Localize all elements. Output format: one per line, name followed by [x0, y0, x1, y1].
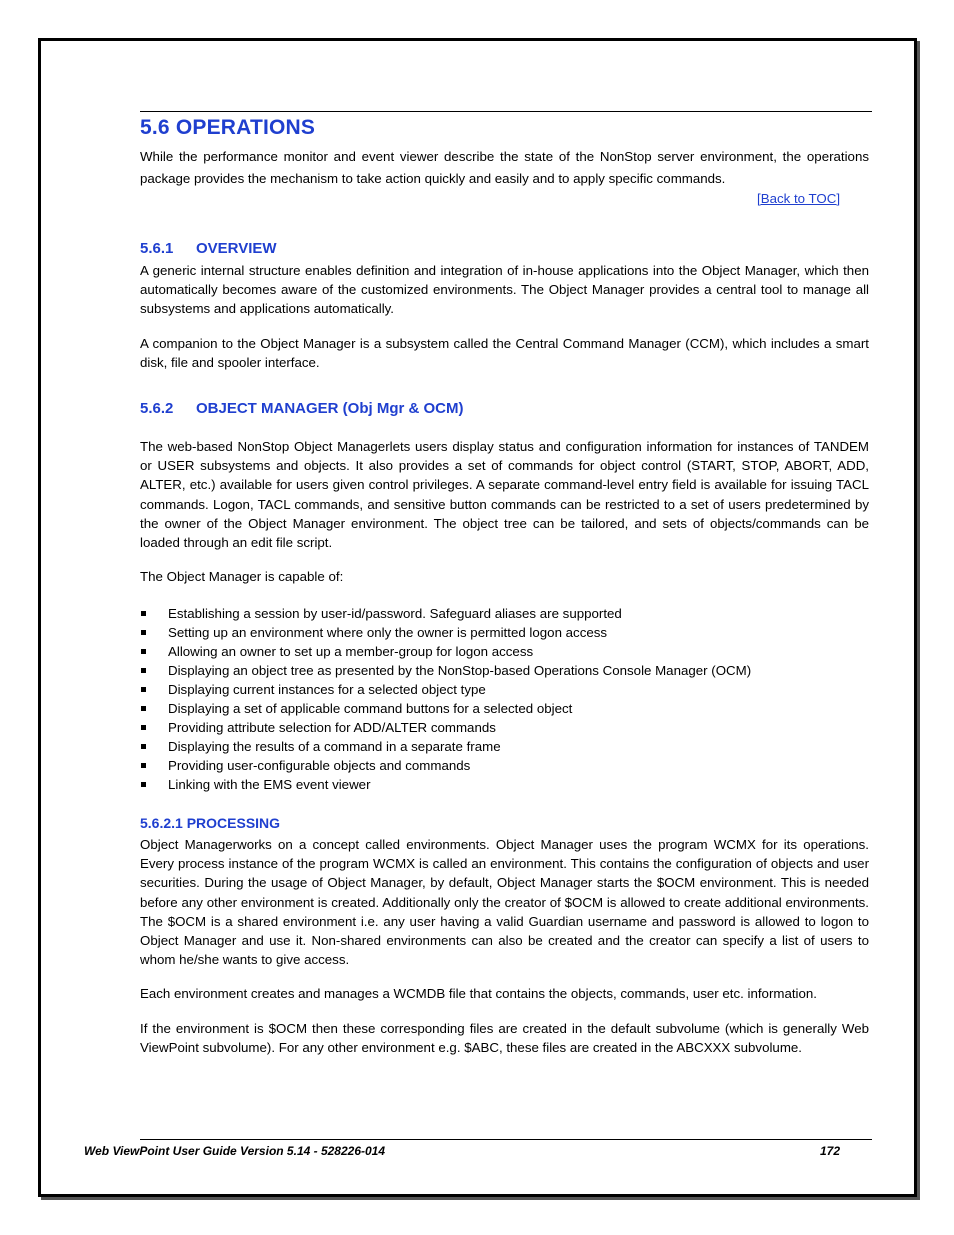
bullet-square-icon	[141, 687, 146, 692]
list-item: Displaying the results of a command in a separate frame	[140, 737, 751, 756]
section-title: 5.6 OPERATIONS	[140, 116, 316, 139]
header-rule	[140, 111, 872, 112]
footer-doc-title: Web ViewPoint User Guide Version 5.14 - 528226-014	[84, 1144, 386, 1158]
bullet-square-icon	[141, 630, 146, 635]
object-manager-paragraph-1: The web-based NonStop Object Managerlets users display status and configuration information for instances of TANDEM or USER subsystems and objects. It also provides a set of commands for object control (START, STOP, ABORT, ADD, ALTER, etc.) available for users given control privileges. A separate command-level entry field is available for issuing TACL commands. Logon, TACL commands, and sensitive button commands can be restricted to a set of users predetermined by the owner of the Object Manager environment. The object tree can be tailored, and sets of objects/commands can be loaded through an edit file script.	[140, 439, 869, 551]
list-item: Displaying current instances for a selected object type	[140, 680, 751, 699]
list-item: Linking with the EMS event viewer	[140, 775, 751, 794]
processing-paragraph-1: Object Managerworks on a concept called environments. Object Manager uses the program WCMX for its operations. Every process instance of the program WCMX is called an environment. This contains the configuration of objects and user securities. During the usage of Object Manager, by default, Object Manager starts the $OCM environment. This is needed before any other environment is created. Additionally only the creator of $OCM is allowed to create additional environments. The $OCM is a shared environment i.e. any user having a valid Guardian username and password is allowed to logon to Object Manager and use it. Non-shared environments can also be created and the creator can specify a list of users to whom he/she wants to give access.	[140, 837, 869, 968]
object-manager-title: OBJECT MANAGER (Obj Mgr & OCM)	[196, 400, 464, 417]
footer-page-number: 172	[820, 1144, 841, 1158]
bullet-square-icon	[141, 725, 146, 730]
object-manager-heading	[140, 400, 464, 417]
list-item: Providing attribute selection for ADD/ALTER commands	[140, 718, 751, 737]
object-manager-paragraph-2: The Object Manager is capable of:	[140, 569, 344, 584]
list-item: Allowing an owner to set up a member-group for logon access	[140, 642, 751, 661]
bullet-square-icon	[141, 611, 146, 616]
capabilities-list	[140, 604, 751, 794]
bullet-square-icon	[141, 744, 146, 749]
list-item: Displaying an object tree as presented by the NonStop-based Operations Console Manager (OCM)	[140, 661, 751, 680]
processing-paragraph-2: Each environment creates and manages a WCMDB file that contains the objects, commands, user etc. information.	[140, 986, 817, 1001]
bullet-square-icon	[141, 706, 146, 711]
overview-title: OVERVIEW	[196, 240, 277, 257]
overview-paragraph-1: A generic internal structure enables definition and integration of in-house applications into the Object Manager, which then automatically becomes aware of the customized environments. The Object Manager provides a central tool to manage all subsystems and applications automatically.	[140, 263, 869, 317]
object-manager-number: 5.6.2	[140, 400, 174, 417]
overview-paragraph-2: A companion to the Object Manager is a subsystem called the Central Command Manager (CCM), which includes a smart disk, file and spooler interface.	[140, 336, 869, 371]
bullet-square-icon	[141, 763, 146, 768]
footer-rule	[140, 1139, 872, 1140]
list-item: Displaying a set of applicable command buttons for a selected object	[140, 699, 751, 718]
bullet-square-icon	[141, 782, 146, 787]
bullet-square-icon	[141, 668, 146, 673]
bullet-square-icon	[141, 649, 146, 654]
list-item: Providing user-configurable objects and commands	[140, 756, 751, 775]
list-item: Establishing a session by user-id/password. Safeguard aliases are supported	[140, 604, 751, 623]
overview-number: 5.6.1	[140, 240, 174, 257]
overview-heading	[140, 240, 277, 257]
section-intro: While the performance monitor and event viewer describe the state of the NonStop server environment, the operations package provides the mechanism to take action quickly and easily and to apply specific commands.	[140, 149, 869, 186]
processing-paragraph-3: If the environment is $OCM then these corresponding files are created in the default subvolume (which is generally Web ViewPoint subvolume). For any other environment e.g. $ABC, these files are created in the ABCXXX subvolume.	[140, 1021, 869, 1056]
list-item: Setting up an environment where only the owner is permitted logon access	[140, 623, 751, 642]
back-to-toc-link[interactable]: [Back to TOC]	[757, 191, 841, 206]
processing-heading: 5.6.2.1 PROCESSING	[140, 815, 281, 831]
